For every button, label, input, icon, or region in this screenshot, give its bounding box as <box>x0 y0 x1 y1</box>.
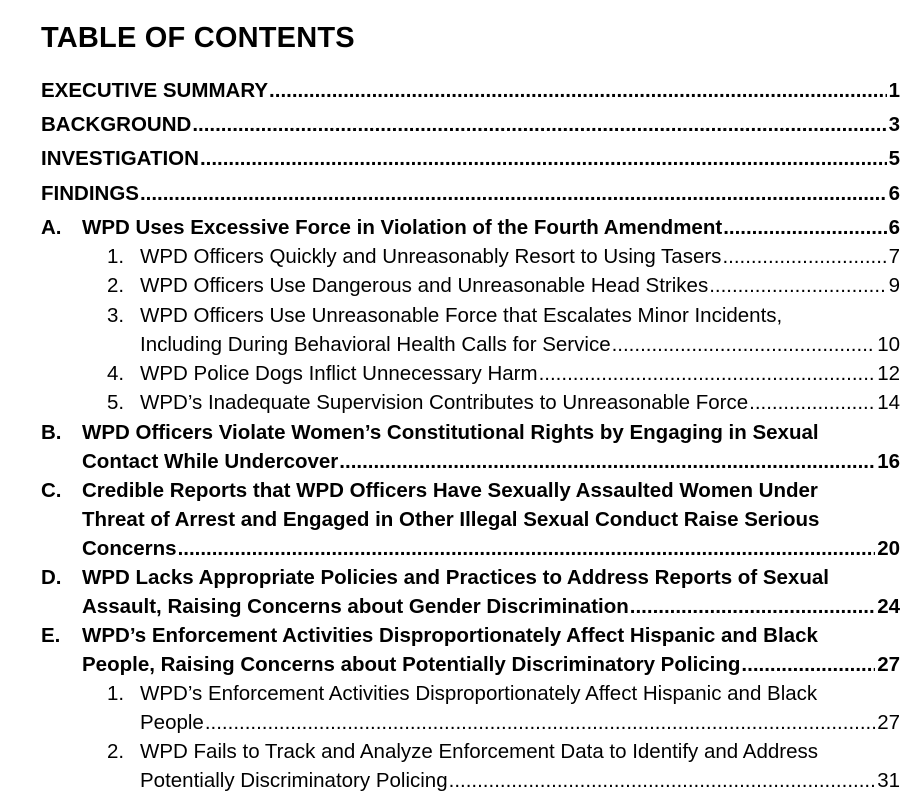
toc-page-number: 12 <box>877 362 900 385</box>
dot-leader <box>741 650 875 679</box>
item-marker: 4. <box>107 362 125 385</box>
toc-page-number: 27 <box>877 653 900 676</box>
toc-title: TABLE OF CONTENTS <box>41 22 355 54</box>
toc-entry-e1[interactable] <box>107 679 900 737</box>
toc-entry-title-line-1: WPD Officers Violate Women’s Constitutional Rights by Engaging in Sexual <box>82 421 819 444</box>
toc-entry-a1[interactable] <box>107 242 900 271</box>
toc-entry-section-d[interactable] <box>41 563 900 621</box>
toc-entry-investigation[interactable] <box>41 144 900 173</box>
toc-entry-title-line-1: Credible Reports that WPD Officers Have Sexually Assaulted Women Under <box>82 479 818 502</box>
dot-leader <box>178 534 876 563</box>
toc-entry-section-c[interactable] <box>41 476 900 563</box>
toc-entry-a4[interactable] <box>107 359 900 388</box>
section-marker: B. <box>41 421 62 444</box>
dot-leader <box>539 359 876 388</box>
section-marker: C. <box>41 479 62 502</box>
toc-entry-title-line-2: People, Raising Concerns about Potentially Discriminatory Policing <box>82 653 741 676</box>
dot-leader <box>749 388 875 417</box>
item-marker: 1. <box>107 245 125 268</box>
item-marker: 1. <box>107 682 125 705</box>
toc-entry-title-line-2: Threat of Arrest and Engaged in Other Illegal Sexual Conduct Raise Serious <box>82 508 820 531</box>
toc-entry-title-line-2: Contact While Undercover <box>82 450 339 473</box>
dot-leader <box>612 330 876 359</box>
toc-page-number: 5 <box>888 147 900 170</box>
toc-entry-title-line-2: People <box>140 711 204 734</box>
item-marker: 3. <box>107 304 125 327</box>
toc-entry-title: WPD Police Dogs Inflict Unnecessary Harm <box>140 362 538 385</box>
toc-page-number: 27 <box>877 711 900 734</box>
toc-page-number: 20 <box>877 537 900 560</box>
toc-entry-section-b[interactable] <box>41 418 900 476</box>
section-marker: E. <box>41 624 61 647</box>
toc-entry-section-e[interactable] <box>41 621 900 679</box>
item-marker: 2. <box>107 274 125 297</box>
dot-leader <box>339 447 875 476</box>
toc-entry-title-line-1: WPD’s Enforcement Activities Disproportionately Affect Hispanic and Black <box>82 624 818 647</box>
toc-page-number: 6 <box>888 216 900 239</box>
toc-entry-title-line-1: WPD Lacks Appropriate Policies and Practices to Address Reports of Sexual <box>82 566 829 589</box>
section-marker: A. <box>41 216 62 239</box>
toc-entry-title-line-2: Including During Behavioral Health Calls for Service <box>140 333 611 356</box>
toc-entry-title: EXECUTIVE SUMMARY <box>41 79 269 102</box>
item-marker: 5. <box>107 391 125 414</box>
toc-entry-title-line-3: Concerns <box>82 537 177 560</box>
toc-entry-title: BACKGROUND <box>41 113 192 136</box>
dot-leader <box>449 766 876 795</box>
dot-leader <box>192 110 886 139</box>
toc-page-number: 3 <box>888 113 900 136</box>
dot-leader <box>723 213 886 242</box>
dot-leader <box>709 271 886 300</box>
toc-entry-title: FINDINGS <box>41 182 139 205</box>
dot-leader <box>205 708 875 737</box>
toc-entry-a5[interactable] <box>107 388 900 417</box>
toc-page-number: 1 <box>888 79 900 102</box>
toc-page-number: 6 <box>888 182 900 205</box>
toc-page-number: 10 <box>877 333 900 356</box>
item-marker: 2. <box>107 740 125 763</box>
toc-page-number: 31 <box>877 769 900 792</box>
toc-entry-findings[interactable] <box>41 179 900 208</box>
toc-entry-background[interactable] <box>41 110 900 139</box>
toc-entry-title: WPD Officers Quickly and Unreasonably Resort to Using Tasers <box>140 245 722 268</box>
toc-page-number: 7 <box>888 245 900 268</box>
toc-entry-title: INVESTIGATION <box>41 147 199 170</box>
toc-entry-title-line-2: Potentially Discriminatory Policing <box>140 769 448 792</box>
toc-entry-title-line-1: WPD Fails to Track and Analyze Enforcement Data to Identify and Address <box>140 740 818 763</box>
toc-page-number: 16 <box>877 450 900 473</box>
toc-entry-section-a[interactable] <box>41 213 900 242</box>
dot-leader <box>630 592 875 621</box>
toc-entry-executive-summary[interactable] <box>41 76 900 105</box>
toc-entry-title-line-1: WPD’s Enforcement Activities Disproportionately Affect Hispanic and Black <box>140 682 818 705</box>
toc-entry-title-line-2: Assault, Raising Concerns about Gender Discrimination <box>82 595 629 618</box>
toc-entry-title-line-1: WPD Officers Use Unreasonable Force that Escalates Minor Incidents, <box>140 304 783 327</box>
toc-entry-title: WPD’s Inadequate Supervision Contributes to Unreasonable Force <box>140 391 749 414</box>
toc-entry-a3[interactable] <box>107 301 900 359</box>
toc-entry-e2[interactable] <box>107 737 900 795</box>
toc-page-number: 24 <box>877 595 900 618</box>
toc-entry-a2[interactable] <box>107 271 900 300</box>
dot-leader <box>140 179 887 208</box>
toc-page-number: 14 <box>877 391 900 414</box>
toc-entry-title: WPD Officers Use Dangerous and Unreasonable Head Strikes <box>140 274 709 297</box>
toc-page-number: 9 <box>888 274 900 297</box>
toc-entry-title: WPD Uses Excessive Force in Violation of the Fourth Amendment <box>82 216 723 239</box>
section-marker: D. <box>41 566 62 589</box>
dot-leader <box>722 242 886 271</box>
dot-leader <box>269 76 887 105</box>
dot-leader <box>200 144 887 173</box>
